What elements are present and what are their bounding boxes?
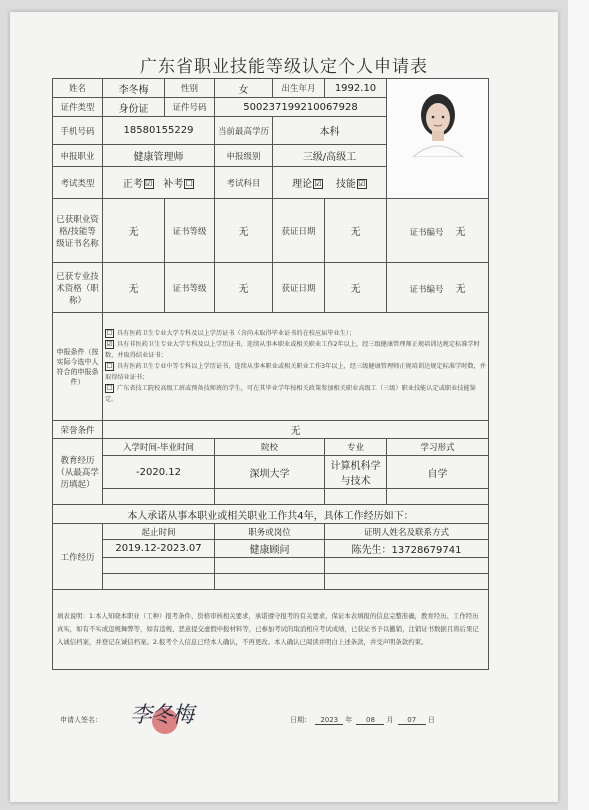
theory-checkbox[interactable]: ☑: [314, 179, 322, 188]
level-value: 三级/高级工: [273, 145, 387, 167]
title-grade-value: 无: [215, 263, 273, 313]
name-value: 李冬梅: [103, 79, 165, 98]
year-unit: 年: [345, 716, 353, 724]
exam-normal-checkbox[interactable]: ☑: [145, 179, 153, 188]
condition-text: 具有医药卫生专业中等专科以上学历证书，连续从事本职业或相关职业工作3年以上，经三级健康管理师正规培训达规定标准学时数，并取得结业证书；: [105, 363, 486, 381]
edu-major: 计算机科学与技术: [325, 456, 387, 489]
declaration-text: 填表说明：1.本人知晓本职业（工种）报考条件、资格审核相关要求，承诺遵守报考的有关要求，保证本表填报的信息完整准确，教育经历、工作经历真实，如有不实或违规舞弊等，如有违规、恶意提交虚假申报材料等，已参加考试的取消相应考试成绩，已获证书予以撤销，注销证书数据且将后果记入诚信档案，并登记在诚信档案。2.报考个人信息已经本人确认，不再更改。本人确认已阅读并明白上述条款，并受声明条款约束。: [53, 590, 489, 670]
date-day: 07: [398, 716, 426, 725]
title-number-cell: [387, 263, 489, 313]
work-header-reference: 证明人姓名及联系方式: [325, 524, 489, 540]
edu-mode: [387, 489, 489, 505]
honor-label: 荣誉条件: [53, 421, 103, 439]
theory-label: 理论: [292, 179, 313, 190]
job-label: 申报职业: [53, 145, 103, 167]
form-title: 广东省职业技能等级认定个人申请表: [140, 57, 428, 77]
qualification-date-value: 无: [325, 199, 387, 263]
conditions-label: 申报条件（按实际今选中人符合的申报条件）: [53, 313, 103, 421]
edu-header-period: 入学时间-毕业时间: [103, 439, 215, 456]
skill-checkbox[interactable]: ☑: [358, 179, 366, 188]
birth-value: 1992.10: [325, 79, 387, 98]
condition-text: 具有非医药卫生专业大学专科及以上学历证书，连续从事本职业或相关职业工作2年以上，经三级健康管理师正规培训达规定标准学时数，并取得结业证书；: [105, 341, 480, 359]
work-header-period: 起止时间: [103, 524, 215, 540]
work-position: [215, 558, 325, 574]
condition-item: [105, 328, 486, 339]
condition-text: 具有医药卫生专业大学专科及以上学历证书（含尚未取得毕业证书的在校应届毕业生）；: [117, 330, 356, 337]
title-date-value: 无: [325, 263, 387, 313]
title-cert-name: 无: [103, 263, 165, 313]
exam-subject-options: [273, 167, 387, 199]
signature-date: [290, 715, 435, 725]
exam-subject-label: 考试科目: [215, 167, 273, 199]
edu-header-major: 专业: [325, 439, 387, 456]
qualification-number-label: 证书编号: [409, 228, 444, 238]
education-level-label: 当前最高学历: [215, 117, 273, 145]
viewer-edge: [568, 0, 589, 810]
edu-school: [215, 489, 325, 505]
name-label: 姓名: [53, 79, 103, 98]
qualification-grade-value: 无: [215, 199, 273, 263]
application-form-table: [52, 78, 489, 670]
condition-checkbox[interactable]: ☐: [106, 328, 113, 337]
handwritten-signature: 李冬梅: [130, 703, 194, 728]
id-number-label: 证件号码: [165, 98, 215, 117]
skill-label: 技能: [335, 179, 356, 190]
work-header-position: 职务或岗位: [215, 524, 325, 540]
exam-normal-label: 正考: [122, 179, 143, 190]
job-value: 健康管理师: [103, 145, 215, 167]
conditions-list: [103, 313, 489, 421]
qualification-number-value: 无: [455, 227, 466, 238]
work-period: 2019.12-2023.07: [103, 540, 215, 558]
date-month: 08: [356, 716, 384, 725]
applicant-photo: [387, 79, 489, 199]
edu-header-school: 院校: [215, 439, 325, 456]
work-reference: [325, 574, 489, 590]
qualification-number-cell: [387, 199, 489, 263]
signature-row: [60, 703, 490, 730]
qualification-cert-name: 无: [103, 199, 165, 263]
education-history-label: 教育经历（从最高学历填起）: [53, 439, 103, 505]
work-period: [103, 558, 215, 574]
work-commitment: 本人承诺从事本职业或相关职业工作共4年，具体工作经历如下：: [53, 505, 489, 524]
exam-type-label: 考试类型: [53, 167, 103, 199]
edu-header-mode: 学习形式: [387, 439, 489, 456]
work-reference: [325, 558, 489, 574]
date-year: 2023: [315, 716, 343, 725]
exam-makeup-label: 补考: [163, 179, 184, 190]
phone-value: 18580155229: [103, 117, 215, 145]
exam-makeup-checkbox[interactable]: ☐: [185, 179, 193, 188]
title-date-label: 获证日期: [273, 263, 325, 313]
work-position: 健康顾问: [215, 540, 325, 558]
birth-label: 出生年月: [273, 79, 325, 98]
condition-item: [105, 361, 486, 383]
exam-type-options: [103, 167, 215, 199]
edu-major: [325, 489, 387, 505]
condition-item: [105, 339, 486, 361]
condition-text: 广东省技工院校高级工班或预备技师班的学生，可在其毕业学年按相关政策参加相关职业高级工（三级）职业技能认定或职业技能鉴定。: [105, 385, 476, 403]
honor-value: 无: [103, 421, 489, 439]
condition-item: [105, 383, 486, 405]
condition-checkbox[interactable]: ☐: [106, 383, 113, 392]
education-level-value: 本科: [273, 117, 387, 145]
title-number-value: 无: [455, 284, 466, 295]
id-type-value: 身份证: [103, 98, 165, 117]
edu-school: 深圳大学: [215, 456, 325, 489]
month-unit: 月: [386, 716, 394, 724]
level-label: 申报级别: [215, 145, 273, 167]
date-label: 日期：: [290, 716, 311, 724]
work-period: [103, 574, 215, 590]
phone-label: 手机号码: [53, 117, 103, 145]
condition-checkbox[interactable]: ☑: [106, 339, 113, 348]
edu-mode: 自学: [387, 456, 489, 489]
title-grade-label: 证书等级: [165, 263, 215, 313]
day-unit: 日: [427, 716, 435, 724]
portrait-image: [409, 87, 467, 157]
qualification-cert-label: 已获职业资格/技能等级证书名称: [53, 199, 103, 263]
qualification-grade-label: 证书等级: [165, 199, 215, 263]
work-reference: 陈先生：13728679741: [325, 540, 489, 558]
id-type-label: 证件类型: [53, 98, 103, 117]
title-number-label: 证书编号: [409, 285, 444, 295]
gender-label: 性别: [165, 79, 215, 98]
title-cert-label: 已获专业技术资格（职称）: [53, 263, 103, 313]
id-number-value: 500237199210067928: [215, 98, 387, 117]
signature-label: 申请人签名：: [60, 716, 102, 724]
work-position: [215, 574, 325, 590]
edu-period: [103, 489, 215, 505]
edu-period: -2020.12: [103, 456, 215, 489]
gender-value: 女: [215, 79, 273, 98]
condition-checkbox[interactable]: ☐: [106, 361, 113, 370]
qualification-date-label: 获证日期: [273, 199, 325, 263]
work-history-label: 工作经历: [53, 524, 103, 590]
